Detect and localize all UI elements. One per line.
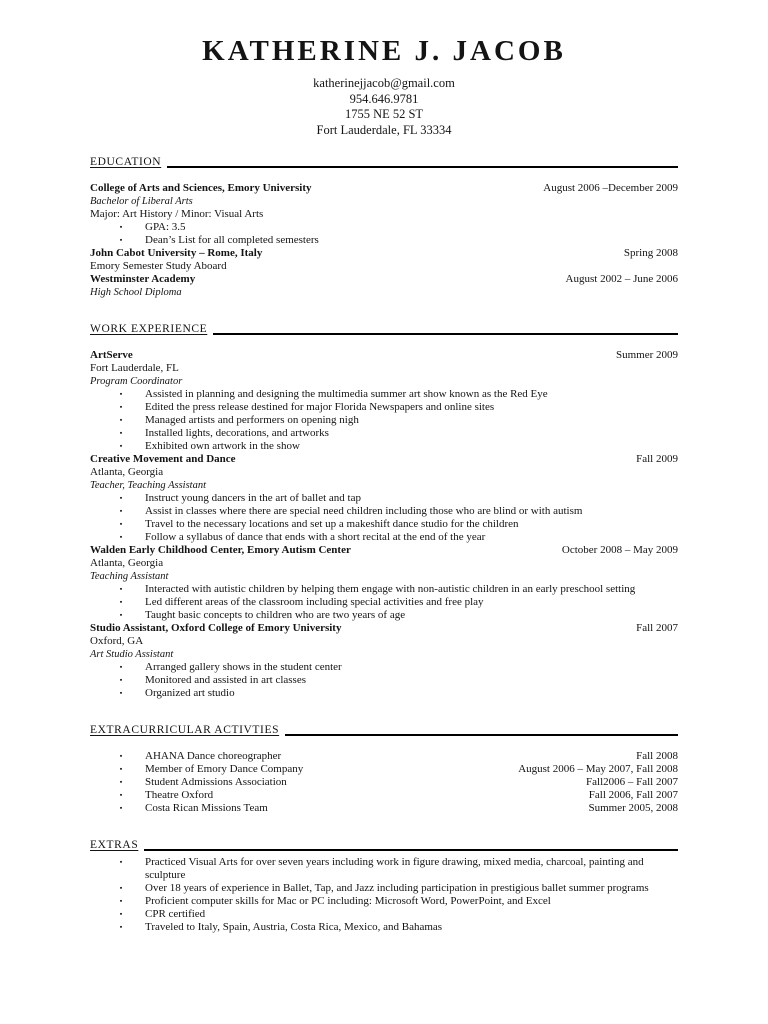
bullet-item <box>90 414 678 427</box>
bullet-text: Led different areas of the classroom including special activities and free play <box>145 596 484 608</box>
bullet-item <box>90 895 678 908</box>
entry-title: Creative Movement and Dance <box>90 453 236 465</box>
entry-title: Westminster Academy <box>90 273 196 285</box>
bullet-square-icon: ▪ <box>119 778 123 786</box>
section-rule-line <box>213 333 678 335</box>
bullet-item <box>90 427 678 440</box>
bullet-square-icon: ▪ <box>119 858 123 866</box>
bullet-item <box>90 401 678 414</box>
entry-plain-line: Oxford, GA <box>90 635 144 647</box>
bullet-text: Monitored and assisted in art classes <box>145 674 306 686</box>
bullet-square-icon: ▪ <box>119 390 123 398</box>
entry-title: Walden Early Childhood Center, Emory Autism Center <box>90 544 351 556</box>
bullet-item <box>90 583 678 596</box>
section-work-experience <box>90 322 678 700</box>
bullet-item <box>90 802 678 815</box>
bullet-item <box>90 492 678 505</box>
bullet-item <box>90 789 678 802</box>
section-rule-line <box>144 849 678 851</box>
entry-title: ArtServe <box>90 349 133 361</box>
bullet-item <box>90 388 678 401</box>
bullet-date: Fall 2006, Fall 2007 <box>588 789 678 801</box>
entry-title: Studio Assistant, Oxford College of Emory University <box>90 622 342 634</box>
bullet-text: Theatre Oxford <box>145 789 214 801</box>
entry-plain-line: Atlanta, Georgia <box>90 466 164 478</box>
bullet-text: Arranged gallery shows in the student center <box>145 661 342 673</box>
bullet-date: August 2006 – May 2007, Fall 2008 <box>518 763 678 775</box>
bullet-text: Follow a syllabus of dance that ends with a short recital at the end of the year <box>145 531 486 543</box>
section-extracurricular-activities <box>90 723 678 815</box>
bullet-square-icon: ▪ <box>119 611 123 619</box>
bullet-text: Costa Rican Missions Team <box>145 802 268 814</box>
bullet-square-icon: ▪ <box>119 416 123 424</box>
section-rule-line <box>167 166 678 168</box>
section-title: EXTRAS <box>90 839 139 851</box>
bullet-text: Travel to the necessary locations and set up a makeshift dance studio for the children <box>145 518 519 530</box>
entry-date: October 2008 – May 2009 <box>561 544 678 556</box>
entry-title: College of Arts and Sciences, Emory University <box>90 182 312 194</box>
entry-header <box>90 622 678 635</box>
bullet-square-icon: ▪ <box>119 598 123 606</box>
bullet-square-icon: ▪ <box>119 752 123 760</box>
bullet-date: Summer 2005, 2008 <box>588 802 678 814</box>
bullet-square-icon: ▪ <box>119 442 123 450</box>
bullet-square-icon: ▪ <box>119 585 123 593</box>
bullet-square-icon: ▪ <box>119 765 123 773</box>
bullet-item <box>90 221 678 234</box>
bullet-text: Taught basic concepts to children who are two years of age <box>145 609 406 621</box>
bullet-text: Exhibited own artwork in the show <box>145 440 300 452</box>
bullet-item <box>90 609 678 622</box>
bullet-item <box>90 531 678 544</box>
bullet-square-icon: ▪ <box>119 884 123 892</box>
bullet-item <box>90 505 678 518</box>
section-header <box>90 155 678 169</box>
address-city: Fort Lauderdale, FL 33334 <box>316 122 452 137</box>
bullet-text: Traveled to Italy, Spain, Austria, Costa Rica, Mexico, and Bahamas <box>145 921 443 933</box>
bullet-item <box>90 750 678 763</box>
section-rule-line <box>285 734 678 736</box>
phone: 954.646.9781 <box>349 91 419 106</box>
bullet-item <box>90 661 678 674</box>
bullet-text: Assisted in planning and designing the multimedia summer art show known as the Red Eye <box>145 388 548 400</box>
entry-date: Spring 2008 <box>623 247 678 259</box>
bullet-square-icon: ▪ <box>119 494 123 502</box>
bullet-text: Installed lights, decorations, and artworks <box>145 427 329 439</box>
bullet-text: Interacted with autistic children by helping them engage with non-autistic children in an early preschool setting <box>145 583 636 595</box>
bullet-item <box>90 882 678 895</box>
bullet-square-icon: ▪ <box>119 429 123 437</box>
bullet-text: Dean’s List for all completed semesters <box>145 234 319 246</box>
bullet-text: Student Admissions Association <box>145 776 287 788</box>
bullet-text: CPR certified <box>145 908 206 920</box>
resume-header <box>90 34 678 138</box>
bullet-item <box>90 234 678 247</box>
bullet-text: GPA: 3.5 <box>145 221 186 233</box>
bullet-square-icon: ▪ <box>119 804 123 812</box>
section-header <box>90 322 678 336</box>
entry-plain-line: Emory Semester Study Aboard <box>90 260 227 272</box>
bullet-item <box>90 921 678 934</box>
bullet-item <box>90 856 678 882</box>
bullet-text: AHANA Dance choreographer <box>145 750 282 762</box>
bullet-item <box>90 674 678 687</box>
bullet-text: Member of Emory Dance Company <box>145 763 304 775</box>
bullet-square-icon: ▪ <box>119 663 123 671</box>
entry-header <box>90 349 678 362</box>
bullet-text: Edited the press release destined for major Florida Newspapers and online sites <box>145 401 495 413</box>
entry-italic-line: Art Studio Assistant <box>90 649 174 660</box>
bullet-square-icon: ▪ <box>119 689 123 697</box>
bullet-item <box>90 763 678 776</box>
entry-date: August 2006 –December 2009 <box>543 182 678 194</box>
bullet-square-icon: ▪ <box>119 533 123 541</box>
bullet-item <box>90 687 678 700</box>
entry-italic-line: High School Diploma <box>90 287 182 298</box>
entry-italic-line: Teacher, Teaching Assistant <box>90 480 207 491</box>
entry-date: Fall 2009 <box>636 453 678 465</box>
bullet-item <box>90 776 678 789</box>
section-header <box>90 838 678 852</box>
section-header <box>90 723 678 737</box>
section-extras <box>90 838 678 934</box>
person-name: KATHERINE J. JACOB <box>202 35 566 67</box>
email: katherinejjacob@gmail.com <box>313 76 455 90</box>
entry-title: John Cabot University – Rome, Italy <box>90 247 263 259</box>
entry-date: Fall 2007 <box>636 622 678 634</box>
bullet-text: Managed artists and performers on opening nigh <box>145 414 359 426</box>
bullet-date: Fall2006 – Fall 2007 <box>586 776 678 788</box>
bullet-text: Proficient computer skills for Mac or PC including: Microsoft Word, PowerPoint, and Excel <box>145 895 551 907</box>
bullet-square-icon: ▪ <box>119 923 123 931</box>
bullet-square-icon: ▪ <box>119 520 123 528</box>
entry-plain-line: Atlanta, Georgia <box>90 557 164 569</box>
entry-italic-line: Bachelor of Liberal Arts <box>90 196 193 207</box>
entry-header <box>90 247 678 260</box>
bullet-text: Organized art studio <box>145 687 235 699</box>
bullet-square-icon: ▪ <box>119 897 123 905</box>
address-street: 1755 NE 52 ST <box>344 107 424 121</box>
entry-italic-line: Teaching Assistant <box>90 571 169 582</box>
entry-date: August 2002 – June 2006 <box>565 273 678 285</box>
entry-header <box>90 544 678 557</box>
resume-body <box>90 155 678 934</box>
bullet-item <box>90 518 678 531</box>
bullet-square-icon: ▪ <box>119 507 123 515</box>
bullet-item <box>90 908 678 921</box>
section-title: EDUCATION <box>90 156 162 168</box>
section-education <box>90 155 678 299</box>
section-title: WORK EXPERIENCE <box>90 323 208 335</box>
entry-plain-line: Fort Lauderdale, FL <box>90 362 179 374</box>
entry-header <box>90 453 678 466</box>
entry-italic-line: Program Coordinator <box>90 376 183 387</box>
bullet-text: Assist in classes where there are special need children including those who are blind or with autism <box>145 505 583 517</box>
bullet-item <box>90 440 678 453</box>
bullet-date: Fall 2008 <box>636 750 678 762</box>
bullet-text: Instruct young dancers in the art of ballet and tap <box>145 492 361 504</box>
entry-plain-line: Major: Art History / Minor: Visual Arts <box>90 208 264 220</box>
bullet-square-icon: ▪ <box>119 236 123 244</box>
entry-date: Summer 2009 <box>615 349 678 361</box>
section-title: EXTRACURRICULAR ACTIVTIES <box>90 724 280 736</box>
bullet-square-icon: ▪ <box>119 676 123 684</box>
bullet-square-icon: ▪ <box>119 910 123 918</box>
bullet-item <box>90 596 678 609</box>
bullet-square-icon: ▪ <box>119 223 123 231</box>
entry-header <box>90 273 678 286</box>
bullet-square-icon: ▪ <box>119 791 123 799</box>
bullet-text: Practiced Visual Arts for over seven years including work in figure drawing, mixed media, charcoal, painting and sculpture <box>145 856 644 881</box>
bullet-square-icon: ▪ <box>119 403 123 411</box>
bullet-text: Over 18 years of experience in Ballet, Tap, and Jazz including participation in prestigious ballet summer programs <box>145 882 649 894</box>
entry-header <box>90 182 678 195</box>
